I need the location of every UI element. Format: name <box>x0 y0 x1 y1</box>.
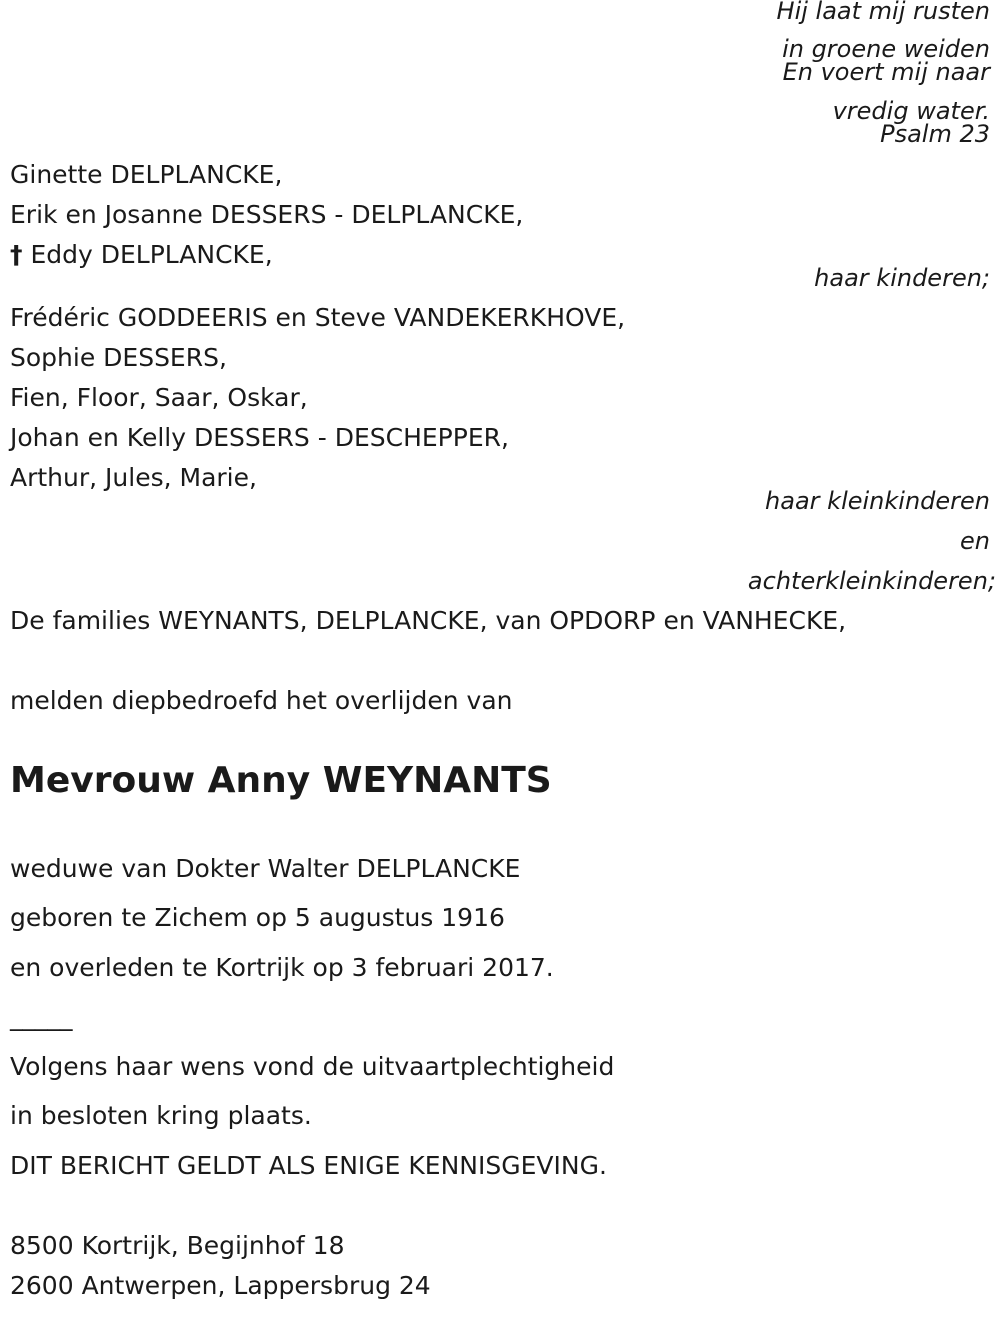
notice-line-3: DIT BERICHT GELDT ALS ENIGE KENNISGEVING. <box>10 1151 607 1180</box>
grandchildren-line-1: Frédéric GODDEERIS en Steve VANDEKERKHOVE, <box>10 303 626 332</box>
address-line-2: 2600 Antwerpen, Lappersbrug 24 <box>10 1271 431 1300</box>
grandchildren-label-3: achterkleinkinderen; <box>747 567 996 595</box>
grandchildren-line-3: Fien, Floor, Saar, Oskar, <box>10 383 308 412</box>
notice-line-1: Volgens haar wens vond de uitvaartplechtigheid <box>10 1052 615 1081</box>
grandchildren-label-1: haar kleinkinderen <box>765 487 990 515</box>
announcement: melden diepbedroefd het overlijden van <box>10 686 513 715</box>
deceased-name: Mevrouw Anny WEYNANTS <box>10 760 552 801</box>
children-line-3-text: Eddy DELPLANCKE, <box>30 240 273 269</box>
grandchildren-label-2: en <box>960 527 990 555</box>
details-line-3: en overleden te Kortrijk op 3 februari 2017. <box>10 953 554 982</box>
details-line-2: geboren te Zichem op 5 augustus 1916 <box>10 903 505 932</box>
children-label: haar kinderen; <box>814 264 990 292</box>
notice-line-2: in besloten kring plaats. <box>10 1101 312 1130</box>
cross-icon: † <box>10 240 23 269</box>
verse-line-4: vredig water. <box>832 97 990 125</box>
grandchildren-line-2: Sophie DESSERS, <box>10 343 227 372</box>
verse-line-3: En voert mij naar <box>782 58 990 86</box>
details-line-1: weduwe van Dokter Walter DELPLANCKE <box>10 854 521 883</box>
address-line-1: 8500 Kortrijk, Begijnhof 18 <box>10 1231 345 1260</box>
children-line-3 <box>10 240 273 270</box>
verse-line-2: in groene weiden <box>782 35 990 63</box>
grandchildren-line-4: Johan en Kelly DESSERS - DESCHEPPER, <box>10 423 509 452</box>
children-line-1: Ginette DELPLANCKE, <box>10 160 283 189</box>
grandchildren-line-5: Arthur, Jules, Marie, <box>10 463 257 492</box>
children-line-2: Erik en Josanne DESSERS - DELPLANCKE, <box>10 200 524 229</box>
verse-line-1: Hij laat mij rusten <box>776 0 990 25</box>
families-line: De families WEYNANTS, DELPLANCKE, van OPDORP en VANHECKE, <box>10 606 847 635</box>
separator: _____ <box>10 1002 73 1031</box>
verse-source: Psalm 23 <box>880 120 990 148</box>
